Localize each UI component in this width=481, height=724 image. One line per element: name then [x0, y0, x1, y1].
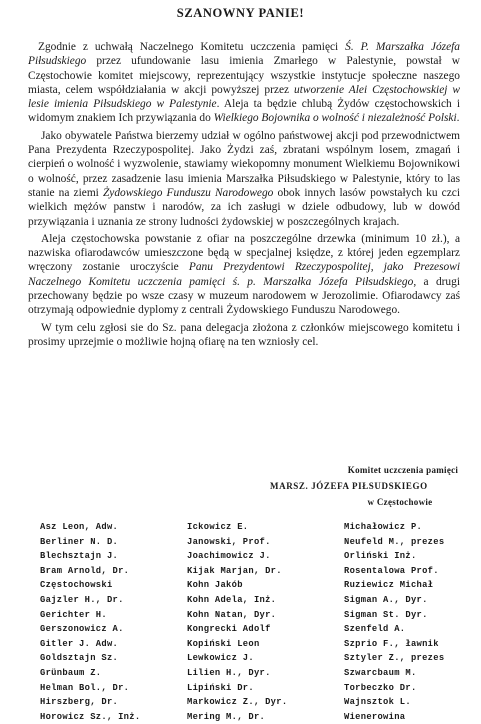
- paragraph: [28, 232, 460, 318]
- text-segment: Aleja częstochowska powstanie z ofiar na poszczególne drzewka (minimum 10 zł.), a nazwiska ofiarodawców umieszczone będą w specjalnej księdze, z której jeden egzemplarz wręczony zostanie uroczyście: [28, 232, 460, 274]
- member-name: Lipiński Dr.: [187, 682, 254, 693]
- members-column-2: [187, 520, 337, 724]
- member-name: Gajzler H., Dr.: [40, 594, 124, 605]
- member-name: Szprio F., ławnik: [344, 638, 439, 649]
- member-name: Kohn Adela, Inż.: [187, 594, 277, 605]
- member-name: Asz Leon, Adw.: [40, 522, 119, 532]
- member-name: Neufeld M., prezes: [344, 536, 445, 547]
- text-segment: obok innych lasów powstałych ku czci wielkich mężów panstw i narodów, za ich zasługi w dziele odbudowy, lub w dowód przywiązania i uznania ze strony ludności żydowskiej w poszczególnych krajach.: [28, 186, 461, 228]
- page-title: SZANOWNY PANIE!: [176, 6, 305, 20]
- member-name: Orliński Inż.: [344, 551, 417, 562]
- member-name: Hirszberg, Dr.: [40, 697, 119, 708]
- member-name: Lilien H., Dyr.: [187, 667, 271, 678]
- member-name: Wajnsztok L.: [344, 697, 411, 708]
- member-name: Goldsztajn Sz.: [40, 653, 119, 664]
- member-name: Helman Bol., Dr.: [40, 682, 130, 693]
- member-name: Michałowicz P.: [344, 522, 423, 532]
- member-name: Bram Arnold, Dr.: [40, 565, 130, 576]
- signature-city: w Częstochowie: [367, 497, 433, 507]
- member-name: Berliner N. D.: [40, 536, 119, 547]
- member-name: Ruziewicz Michał: [344, 580, 434, 591]
- text-segment: , a drugi przechowany będzie po wsze czasy w muzeum narodowem w Jerozolimie. Ofiarodawcy zaś otrzymają odpowiednie dyplomy z centrali Żydowskiego Funduszu Narodowego.: [28, 275, 460, 317]
- member-name: Rosentalowa Prof.: [344, 565, 439, 576]
- members-column-3: [344, 520, 481, 724]
- emphasized-text: Ś. P. Marszałka Józefa Piłsudskiego: [28, 41, 460, 68]
- member-name: Kopiński Leon: [187, 638, 260, 649]
- text-segment: .: [456, 112, 460, 125]
- member-name: Szenfeld A.: [344, 624, 406, 635]
- member-name: Blechsztajn J.: [40, 551, 119, 562]
- paragraph: [28, 321, 460, 350]
- text-segment: W tym celu zgłosi sie do Sz. pana delegacja złożona z członków miejscowego komitetu i prosimy uprzejmie o możliwie hojną ofiarę na ten wzniosły cel.: [28, 321, 460, 348]
- signature-block: [270, 462, 470, 510]
- text-segment: przez ufundowanie lasu imienia Zmarłego w Palestynie, powstał w Częstochowie komitet miejscowy, reprezentujący wszystkie instytucje społeczne naszego miasta, celem współdziałania w akcji powyższej przez: [28, 55, 460, 96]
- member-name: Gitler J. Adw.: [40, 638, 119, 649]
- member-name: Gerichter H.: [40, 609, 107, 620]
- member-name: Grünbaum Z.: [40, 667, 102, 678]
- paragraph: [28, 129, 460, 229]
- member-name: Torbeczko Dr.: [344, 682, 417, 693]
- emphasized-text: Panu Prezydentowi Rzeczypospolitej, jako Prezesowi Naczelnego Komitetu uczczenia pamięci ś. p. Marszałka Józefa Piłsudskiego: [28, 261, 461, 288]
- member-name: Mering M., Dr.: [187, 711, 266, 722]
- member-name: Janowski, Prof.: [187, 536, 271, 547]
- text-segment: Zgodnie z uchwałą Naczelnego Komitetu uczczenia pamięci: [38, 41, 346, 53]
- members-column-1: [40, 520, 190, 724]
- member-name: Szwarcbaum M.: [344, 667, 417, 678]
- signature-name: MARSZ. JÓZEFA PIŁSUDSKIEGO: [270, 481, 428, 491]
- member-name: Ickowicz E.: [187, 522, 249, 532]
- emphasized-text: Wielkiego Bojownika o wolność i niezależność Polski: [213, 112, 457, 125]
- member-name: Kongrecki Adolf: [187, 624, 271, 635]
- member-name: Sigman St. Dyr.: [344, 609, 428, 620]
- member-name: Sztyler Z., prezes: [344, 653, 445, 664]
- member-name: Markowicz Z., Dyr.: [187, 697, 288, 708]
- member-name: Kohn Jakób: [187, 580, 243, 591]
- text-segment: Jako obywatele Państwa bierzemy udział w ogólno państwowej akcji pod przewodnictwem Pana Prezydenta Rzeczypospolitej. Jako Żydzi zaś, zbratani wspólnym losem, zmagań i cierpień o wolność i wyzwolenie, stawiamy wiekopomny monument Wielkiemu Bojownikowi o wolność, przez zasadzenie lasu imienia Marszałka Piłsudskiego w Palestynie, który to las stanie na ziemi: [28, 129, 460, 199]
- emphasized-text: utworzenie Alei Częstochowskiej w lesie imienia Piłsudskiego w Palestynie: [28, 83, 460, 111]
- text-segment: . Aleja ta będzie chlubą Żydów częstochowskich i widomym znakiem Ich przywiązania do: [28, 98, 460, 125]
- member-name: Horowicz Sz., Inż.: [40, 711, 141, 722]
- paragraph: [28, 40, 460, 126]
- letter-body: [28, 40, 460, 352]
- member-name: Wienerowina: [344, 711, 406, 722]
- member-name: Joachimowicz J.: [187, 551, 271, 562]
- member-name: Gerszonowicz A.: [40, 624, 124, 635]
- signature-organization: Komitet uczczenia pamięci: [347, 465, 459, 475]
- emphasized-text: Żydowskiego Funduszu Narodowego: [102, 186, 274, 199]
- member-name: Kijak Marjan, Dr.: [187, 565, 282, 576]
- member-name: Sigman A., Dyr.: [344, 594, 428, 605]
- committee-members-list: [0, 520, 481, 720]
- member-name: Kohn Natan, Dyr.: [187, 609, 277, 620]
- member-name: Częstochowski: [40, 580, 113, 591]
- member-name: Lewkowicz J.: [187, 653, 254, 664]
